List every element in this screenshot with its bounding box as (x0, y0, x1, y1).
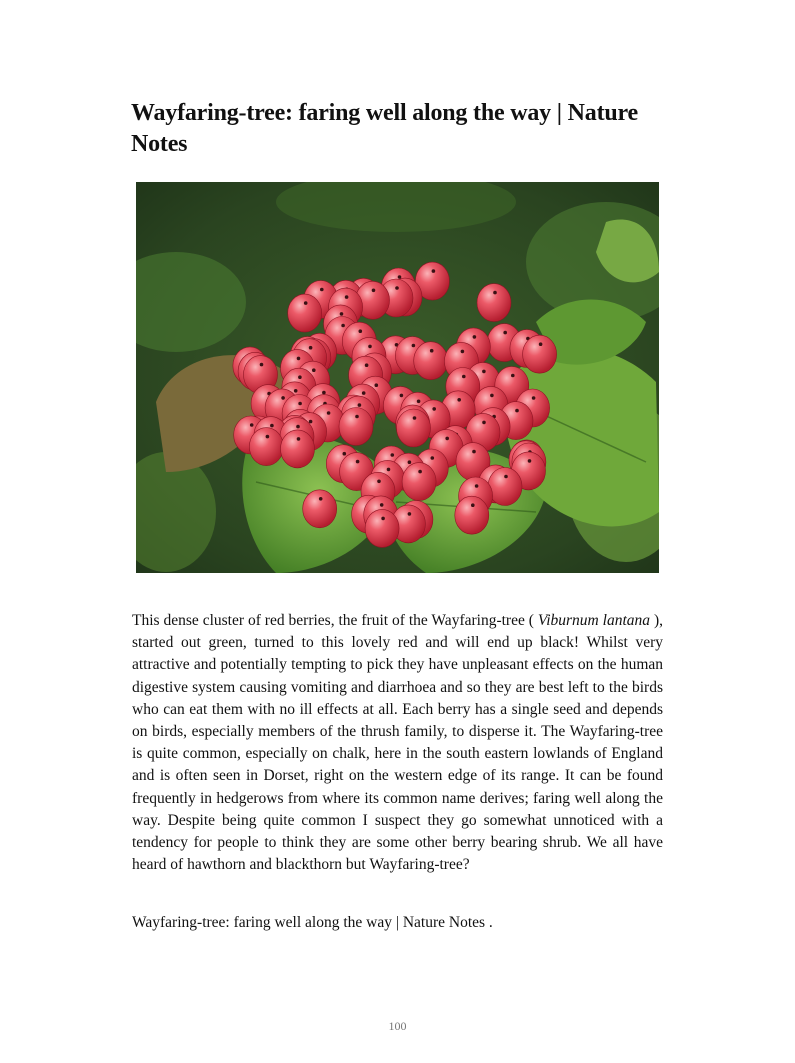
berry-tip (375, 383, 379, 387)
berry-tip (432, 407, 436, 411)
berry-tip (431, 456, 435, 460)
berry-tip (412, 344, 416, 348)
berry-tip (475, 484, 479, 488)
berry-tip (482, 370, 486, 374)
berry (303, 490, 337, 528)
berry (488, 468, 522, 506)
berry (402, 463, 436, 501)
berry-tip (490, 394, 494, 398)
berry-tip (368, 345, 372, 349)
berry-tip (457, 398, 461, 402)
berry-tip (312, 368, 316, 372)
berry-tip (345, 295, 349, 299)
berry-tip (359, 329, 363, 333)
paragraph-part-1: This dense cluster of red berries, the fruit of the Wayfaring-tree ( (132, 612, 538, 629)
berry-tip (482, 421, 486, 425)
berry-tip (320, 288, 324, 292)
berry-tip (356, 460, 360, 464)
berry-tip (266, 435, 270, 439)
berry (477, 284, 511, 322)
latin-name: Viburnum lantana (537, 612, 651, 629)
berry-tip (309, 346, 313, 350)
berry (249, 428, 283, 466)
berry-tip (461, 350, 465, 354)
berry-tip (298, 402, 302, 406)
berry-tip (528, 459, 532, 463)
berry-tip (341, 324, 345, 328)
berry-tip (297, 437, 301, 441)
berry-tip (432, 269, 436, 273)
berry-tip (309, 420, 313, 424)
berry-tip (260, 363, 264, 367)
berry-tip (362, 391, 366, 395)
page-title: Wayfaring-tree: faring well along the way | Nature Notes (131, 100, 638, 157)
berry-tip (493, 291, 497, 295)
berry-tip (413, 416, 417, 420)
berry-tip (408, 460, 412, 464)
berry-tip (372, 289, 376, 293)
berry-tip (304, 301, 308, 305)
berry-tip (340, 312, 344, 316)
berry-tip (418, 470, 422, 474)
berry-tip (327, 411, 331, 415)
berry-tip (297, 357, 301, 361)
berry-tip (355, 415, 359, 419)
berry-tip (462, 375, 466, 379)
berry-tip (391, 453, 395, 457)
berry-tip (395, 286, 399, 290)
berry (414, 342, 448, 380)
berry (288, 294, 322, 332)
berry (523, 335, 557, 373)
berry-tip (400, 394, 404, 398)
source-citation: Wayfaring-tree: faring well along the way | Nature Notes . (132, 914, 493, 931)
berry (281, 430, 315, 468)
berry-tip (473, 335, 477, 339)
berry-tip (270, 424, 274, 428)
berry-tip (343, 452, 347, 456)
berry-tip (430, 349, 434, 353)
berry-tip (319, 497, 323, 501)
berry-tip (322, 391, 326, 395)
page-number: 100 (388, 1019, 407, 1033)
berry-tip (296, 425, 300, 429)
berry-tip (472, 450, 476, 454)
berry-tip (380, 503, 384, 507)
berry-tip (511, 374, 515, 378)
berry-tip (532, 396, 536, 400)
berry-tip (398, 275, 402, 279)
article-paragraph (132, 610, 663, 876)
paragraph-part-2: ), started out green, turned to this lovely red and will end up black! Whilst very attractive and potentially tempting to pick they have unpleasant effects on the human digestive system causing vomiting and diarrhoea and so they are best left to the birds who can eat them with no ill effects at all. Each berry has a single seed and depends on birds, especially members of the thrush family, to disperse it. The Wayfaring-tree is quite common, especially on chalk, here in the south eastern lowlands of England and is often seen in Dorset, right on the western edge of its range. It can be found frequently in hedgerows from where its common name derives; faring well along the way. Despite being quite common I suspect they go somewhat unnoticed with a tendency for people to think they are some other berry bearing shrub. We all have heard of hawthorn and blackthorn but Wayfaring-tree? (132, 612, 663, 874)
berry-tip (294, 389, 298, 393)
berry (397, 409, 431, 447)
berry-tip (417, 400, 421, 404)
berry-tip (515, 409, 519, 413)
berry-tip (250, 423, 254, 427)
berry-tip (381, 517, 385, 521)
berry-tip (504, 475, 508, 479)
berry-tip (387, 468, 391, 472)
berry-cluster-photo (136, 182, 659, 573)
berry-tip (503, 331, 507, 335)
berry (365, 509, 399, 547)
berry-tip (539, 342, 543, 346)
berry-tip (377, 480, 381, 484)
berry-tip (298, 375, 302, 379)
berry-tip (281, 396, 285, 400)
berry (339, 408, 373, 446)
berry-tip (471, 503, 475, 507)
berry (455, 496, 489, 534)
berry-tip (445, 437, 449, 441)
berry-tip (408, 512, 412, 516)
berry-tip (358, 403, 362, 407)
berry-tip (365, 363, 369, 367)
